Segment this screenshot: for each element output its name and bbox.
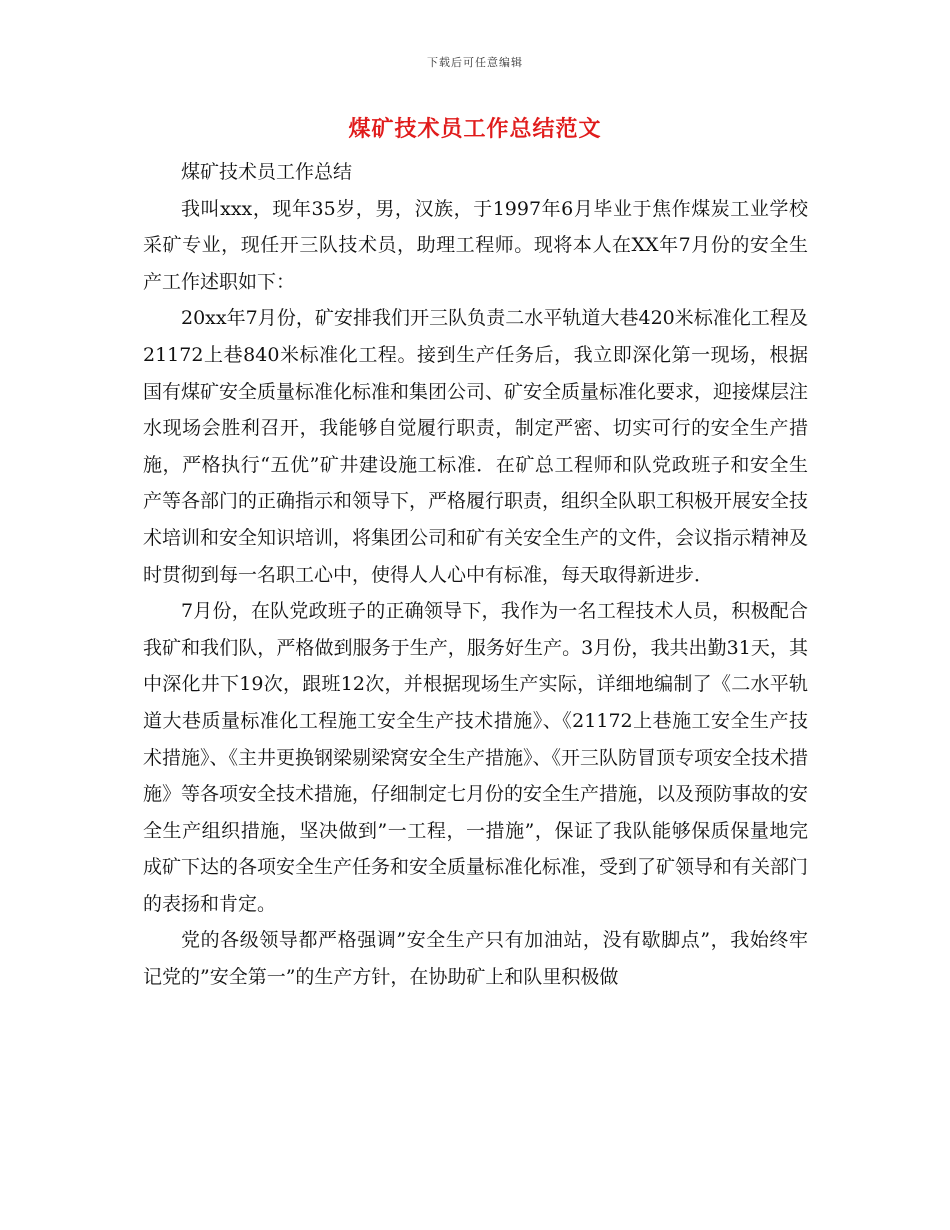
paragraph-subtitle: 煤矿技术员工作总结	[181, 161, 353, 183]
paragraph-intro: 我叫xxx，现年35岁，男，汉族，于1997年6月毕业于焦作煤炭工业学校采矿专业，现任开三队技术员，助理工程师。现将本人在XX年7月份的安全生产工作述职如下：	[143, 197, 808, 293]
header-note: 下载后可任意编辑	[427, 56, 523, 69]
paragraph-july-tasks: 20xx年7月份，矿安排我们开三队负责二水平轨道大巷420米标准化工程及21172上巷840米标准化工程。接到生产任务后，我立即深化第一现场，根据国有煤矿安全质量标准化标准和集团公司、矿安全质量标准化要求，迎接煤层注水现场会胜利召开，我能够自觉履行职责，制定严密、切实可行的安全生产措施，严格执行“五优”矿井建设施工标准．在矿总工程师和队党政班子和安全生产等各部门的正确指示和领导下，严格履行职责，组织全队职工积极开展安全技术培训和安全知识培训，将集团公司和矿有关安全生产的文件，会议指示精神及时贯彻到每一名职工心中，使得人人心中有标准，每天取得新进步．	[143, 307, 809, 586]
paragraph-safety-policy: 党的各级领导都严格强调”安全生产只有加油站，没有歇脚点”，我始终牢记党的”安全第一”的生产方针，在协助矿上和队里积极做	[143, 929, 808, 989]
paragraph-july-work: 7月份，在队党政班子的正确领导下，我作为一名工程技术人员，积极配合我矿和我们队，严格做到服务于生产，服务好生产。3月份，我共出勤31天，其中深化井下19次，跟班12次，并根据现场生产实际，详细地编制了《二水平轨道大巷质量标准化工程施工安全生产技术措施》、《21172上巷施工安全生产技术措施》、《主井更换钢梁剔梁窝安全生产措施》、《开三队防冒顶专项安全技术措施》等各项安全技术措施，仔细制定七月份的安全生产措施，以及预防事故的安全生产组织措施，坚决做到”一工程，一措施”，保证了我队能够保质保量地完成矿下达的各项安全生产任务和安全质量标准化标准，受到了矿领导和有关部门的表扬和肯定。	[143, 600, 809, 915]
document-title: 煤矿技术员工作总结范文	[348, 117, 602, 142]
document-body	[143, 154, 808, 996]
